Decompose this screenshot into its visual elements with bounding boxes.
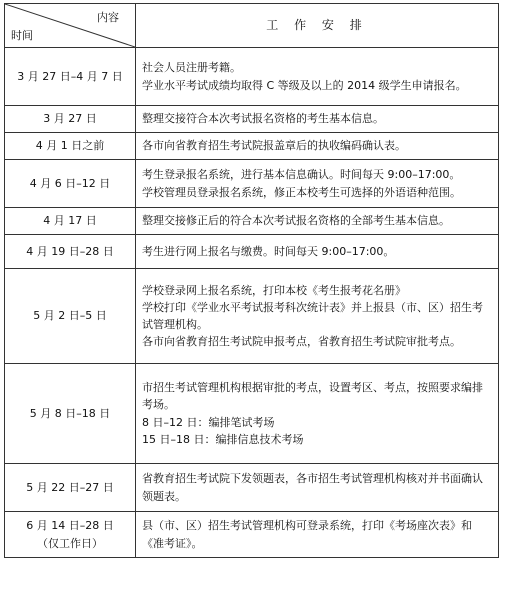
date-cell [5,133,136,160]
cell-text-line: 县（市、区）招生考试管理机构可登录系统，打印《考场座次表》和《准考证》。 [142,519,472,550]
task-cell [136,235,499,269]
cell-text-line: 3 月 27 日–4 月 7 日 [17,69,123,83]
cell-text-line: 4 月 19 日–28 日 [26,244,114,258]
cell-text-line: 各市向省教育招生考试院报盖章后的执收编码确认表。 [142,139,406,153]
cell-text-line: 6 月 14 日–28 日 [26,519,114,533]
cell-text-line: 学校打印《学业水平考试报考科次统计表》并上报县（市、区）招生考试管理机构。 [142,300,483,331]
task-cell [136,512,499,558]
cell-text-line: 市招生考试管理机构根据审批的考点，设置考区、考点，按照要求编排考场。 [142,381,483,412]
header-content-label: 内容 [97,11,119,24]
table-row [5,235,499,269]
cell-text-line: 省教育招生考试院下发领题表，各市招生考试管理机构核对并书面确认领题表。 [142,472,483,503]
task-cell [136,364,499,464]
schedule-table [4,3,499,558]
cell-text-line: 社会人员注册考籍。 [142,61,241,75]
date-cell [5,464,136,512]
cell-text-line: 考生进行网上报名与缴费。时间每天 9:00–17:00。 [142,244,395,258]
task-cell [136,208,499,235]
cell-text-line: 4 月 17 日 [43,214,97,228]
cell-text-line: 整理交接符合本次考试报名资格的考生基本信息。 [142,112,384,126]
cell-text-line: 考生登录报名系统，进行基本信息确认。时间每天 9:00–17:00。 [142,168,461,182]
cell-text-line: 学校登录网上报名系统，打印本校《考生报考花名册》 [142,283,406,297]
task-cell [136,160,499,208]
task-cell [136,269,499,364]
cell-text-line: 8 日–12 日：编排笔试考场 [142,415,275,429]
table-row [5,512,499,558]
cell-text-line: 5 月 2 日–5 日 [33,309,107,323]
date-cell [5,269,136,364]
task-cell [136,106,499,133]
table-row [5,464,499,512]
cell-text-line: 15 日–18 日：编排信息技术考场 [142,432,304,446]
date-cell [5,235,136,269]
cell-text-line: 4 月 6 日–12 日 [29,176,111,190]
cell-text-line: 学业水平考试成绩均取得 C 等级及以上的 2014 级学生申请报名。 [142,78,467,92]
table-row [5,133,499,160]
header-corner-cell [5,4,136,48]
header-time-label: 时间 [11,28,33,42]
table-row [5,364,499,464]
table-row [5,269,499,364]
header-arrangement: 工 作 安 排 [136,4,499,48]
table-row [5,208,499,235]
table-row [5,106,499,133]
cell-text-line: 3 月 27 日 [43,112,97,126]
date-cell [5,48,136,106]
table-row [5,160,499,208]
header-row [5,4,499,48]
date-cell [5,208,136,235]
date-cell [5,106,136,133]
task-cell [136,48,499,106]
table-row [5,48,499,106]
cell-text-line: 学校管理员登录报名系统，修正本校考生可选择的外语语种范围。 [142,185,461,199]
cell-text-line: 5 月 8 日–18 日 [29,406,111,420]
task-cell [136,133,499,160]
cell-text-line: （仅工作日） [37,536,103,550]
date-cell [5,512,136,558]
date-cell [5,160,136,208]
cell-text-line: 4 月 1 日之前 [35,139,105,153]
cell-text-line: 各市向省教育招生考试院申报考点，省教育招生考试院审批考点。 [142,335,461,349]
task-cell [136,464,499,512]
date-cell [5,364,136,464]
cell-text-line: 整理交接修正后的符合本次考试报名资格的全部考生基本信息。 [142,214,450,228]
cell-text-line: 5 月 22 日–27 日 [26,480,114,494]
